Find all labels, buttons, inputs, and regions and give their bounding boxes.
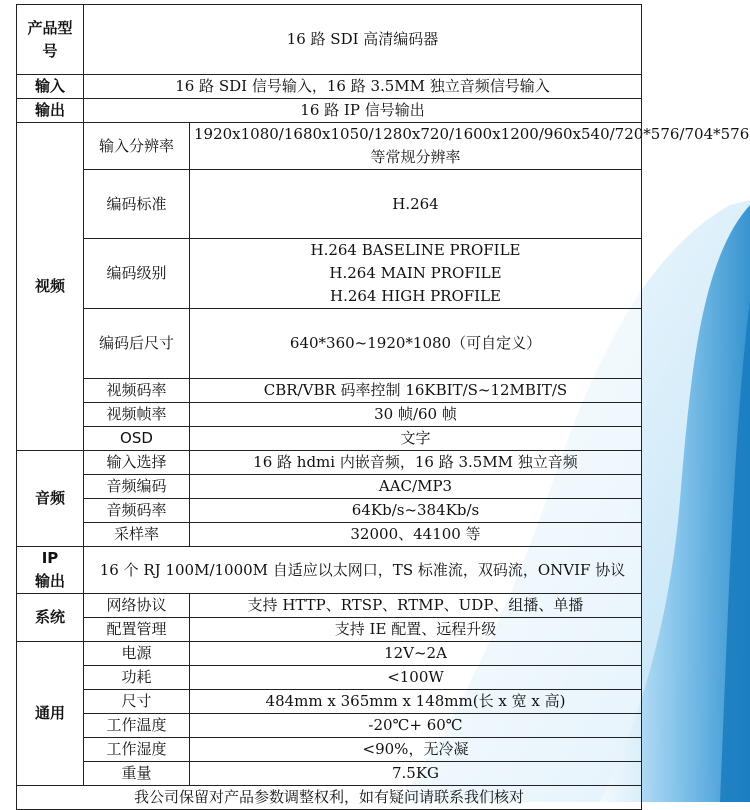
ip-output-label-line1: IP [41, 549, 59, 567]
general-temp-value: -20℃+ 60℃ [190, 714, 642, 738]
general-humidity-label: 工作湿度 [84, 738, 190, 762]
video-resolution-value: 1920x1080/1680x1050/1280x720/1600x1200/960x540/720*576/704*576 等常规分辨率 [190, 123, 642, 170]
row-video-resolution [17, 123, 642, 170]
audio-select-label: 输入选择 [84, 451, 190, 475]
row-video-framerate [17, 403, 642, 427]
video-level-value [190, 239, 642, 309]
audio-select-value: 16 路 hdmi 内嵌音频，16 路 3.5MM 独立音频 [190, 451, 642, 475]
general-temp-label: 工作温度 [84, 714, 190, 738]
row-general-weight [17, 762, 642, 786]
general-humidity-value: <90%，无冷凝 [190, 738, 642, 762]
general-weight-label: 重量 [84, 762, 190, 786]
input-value: 16 路 SDI 信号输入，16 路 3.5MM 独立音频信号输入 [84, 75, 642, 99]
video-osd-value: 文字 [190, 427, 642, 451]
row-general-humidity [17, 738, 642, 762]
general-consumption-label: 功耗 [84, 666, 190, 690]
row-system-protocol [17, 594, 642, 618]
system-protocol-value: 支持 HTTP、RTSP、RTMP、UDP、组播、单播 [190, 594, 642, 618]
input-label: 输入 [17, 75, 84, 99]
video-standard-value: H.264 [190, 170, 642, 239]
row-general-power [17, 642, 642, 666]
row-general-dimension [17, 690, 642, 714]
output-value: 16 路 IP 信号输出 [84, 99, 642, 123]
general-dimension-value: 484mm x 365mm x 148mm(长 x 宽 x 高) [190, 690, 642, 714]
row-video-bitrate [17, 379, 642, 403]
general-power-value: 12V~2A [190, 642, 642, 666]
general-label: 通用 [17, 642, 84, 786]
level-line: H.264 HIGH PROFILE [329, 287, 501, 305]
level-line: H.264 MAIN PROFILE [329, 264, 502, 282]
general-power-label: 电源 [84, 642, 190, 666]
model-label: 产品型号 [17, 5, 84, 75]
video-level-label: 编码级别 [84, 239, 190, 309]
general-consumption-value: <100W [190, 666, 642, 690]
general-dimension-label: 尺寸 [84, 690, 190, 714]
row-ip-output [17, 547, 642, 594]
video-size-label: 编码后尺寸 [84, 309, 190, 379]
video-standard-label: 编码标准 [84, 170, 190, 239]
level-line: H.264 BASELINE PROFILE [310, 241, 521, 259]
row-footer [17, 786, 642, 810]
audio-samplerate-label: 采样率 [84, 523, 190, 547]
ip-output-value: 16 个 RJ 100M/1000M 自适应以太网口，TS 标准流，双码流，ONVIF 协议 [84, 547, 642, 594]
system-protocol-label: 网络协议 [84, 594, 190, 618]
row-general-temp [17, 714, 642, 738]
row-audio-samplerate [17, 523, 642, 547]
row-audio-codec [17, 475, 642, 499]
system-management-label: 配置管理 [84, 618, 190, 642]
audio-codec-value: AAC/MP3 [190, 475, 642, 499]
row-audio-bitrate [17, 499, 642, 523]
row-output [17, 99, 642, 123]
row-input [17, 75, 642, 99]
row-audio-select [17, 451, 642, 475]
row-general-consumption [17, 666, 642, 690]
row-model [17, 5, 642, 75]
ip-output-label [17, 547, 84, 594]
video-bitrate-label: 视频码率 [84, 379, 190, 403]
model-value: 16 路 SDI 高清编码器 [84, 5, 642, 75]
video-osd-label: OSD [84, 427, 190, 451]
spec-table [16, 4, 750, 810]
ip-output-label-line2: 输出 [34, 572, 65, 590]
row-video-level [17, 239, 642, 309]
row-system-management [17, 618, 642, 642]
system-management-value: 支持 IE 配置、远程升级 [190, 618, 642, 642]
video-resolution-label: 输入分辨率 [84, 123, 190, 170]
audio-samplerate-value: 32000、44100 等 [190, 523, 642, 547]
video-size-value: 640*360~1920*1080（可自定义） [190, 309, 642, 379]
video-framerate-value: 30 帧/60 帧 [190, 403, 642, 427]
output-label: 输出 [17, 99, 84, 123]
row-video-size [17, 309, 642, 379]
audio-label: 音频 [17, 451, 84, 547]
system-label: 系统 [17, 594, 84, 642]
video-label: 视频 [17, 123, 84, 451]
video-bitrate-value: CBR/VBR 码率控制 16KBIT/S~12MBIT/S [190, 379, 642, 403]
general-weight-value: 7.5KG [190, 762, 642, 786]
audio-bitrate-label: 音频码率 [84, 499, 190, 523]
video-framerate-label: 视频帧率 [84, 403, 190, 427]
audio-codec-label: 音频编码 [84, 475, 190, 499]
audio-bitrate-value: 64Kb/s~384Kb/s [190, 499, 642, 523]
row-video-osd [17, 427, 642, 451]
row-video-standard [17, 170, 642, 239]
footer-note: 我公司保留对产品参数调整权利，如有疑问请联系我们核对 [17, 786, 642, 810]
